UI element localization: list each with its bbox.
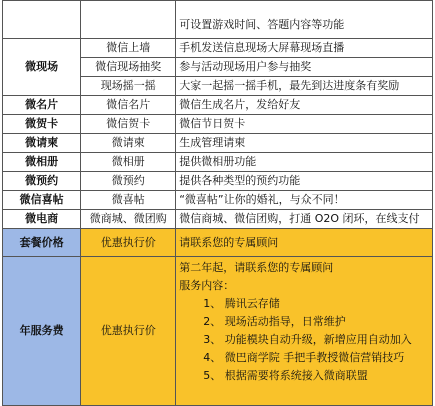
category-cell: 微现场 [3,39,81,96]
package-price-sub: 优惠执行价 [81,229,176,257]
table-row [3,210,433,229]
table-row [3,1,433,39]
table-row [3,134,433,153]
feature-cell [81,1,176,39]
feature-cell: 现场摇一摇 [81,77,176,96]
category-cell [3,1,81,39]
table-row [3,172,433,191]
feature-cell: 微商城、微团购 [81,210,176,229]
annual-intro: 第二年起，请联系您的专属顾问 [179,261,334,274]
package-price-desc: 请联系您的专属顾问 [176,229,433,257]
annual-fee-row [3,257,433,406]
category-cell: 微相册 [3,153,81,172]
description-cell: 微信生成名片，发给好友 [176,96,433,115]
feature-cell: 微信名片 [81,96,176,115]
feature-cell: 微请柬 [81,134,176,153]
table-row [3,153,433,172]
table-row [3,96,433,115]
feature-cell: 微相册 [81,153,176,172]
description-cell: 手机发送信息现场大屏幕现场直播 [176,39,433,58]
service-item: 4、 微巴商学院 手把手教授微信营销技巧 [203,351,405,364]
service-item: 2、 现场活动指导，日常维护 [203,315,346,328]
service-content-label: 服务内容： [179,279,235,292]
table-row [3,39,433,58]
description-cell: “微喜帖”让你的婚礼，与众不同！ [176,191,433,210]
feature-cell: 微预约 [81,172,176,191]
category-cell: 微贺卡 [3,115,81,134]
description-cell: 微信节日贺卡 [176,115,433,134]
service-item-list [179,295,429,385]
annual-fee-sub: 优惠执行价 [81,257,176,406]
package-price-label: 套餐价格 [3,229,81,257]
description-cell: 提供各种类型的预约功能 [176,172,433,191]
description-cell: 生成管理请柬 [176,134,433,153]
annual-fee-desc [176,257,433,406]
service-item: 5、 根据需要将系统接入微商联盟 [203,369,368,382]
feature-cell: 微信上墙 [81,39,176,58]
category-cell: 微名片 [3,96,81,115]
table-row [3,115,433,134]
service-item: 1、 腾讯云存储 [203,297,280,310]
category-cell: 微电商 [3,210,81,229]
description-cell: 参与活动现场用户参与抽奖 [176,58,433,77]
category-cell: 微请柬 [3,134,81,153]
description-cell: 提供微相册功能 [176,153,433,172]
feature-cell: 微信现场抽奖 [81,58,176,77]
service-item: 3、 功能模块自动升级，新增应用自动加入 [203,333,412,346]
description-cell: 大家一起摇一摇手机，最先到达进度条有奖励 [176,77,433,96]
category-cell: 微信喜帖 [3,191,81,210]
service-table [2,0,433,406]
description-cell: 可设置游戏时间、答题内容等功能 [176,1,433,39]
feature-cell: 微喜帖 [81,191,176,210]
package-price-row [3,229,433,257]
feature-cell: 微信贺卡 [81,115,176,134]
table-row [3,191,433,210]
annual-fee-label: 年服务费 [3,257,81,406]
description-cell: 微信商城、微信团购，打通 O2O 闭环，在线支付 [176,210,433,229]
category-cell: 微预约 [3,172,81,191]
